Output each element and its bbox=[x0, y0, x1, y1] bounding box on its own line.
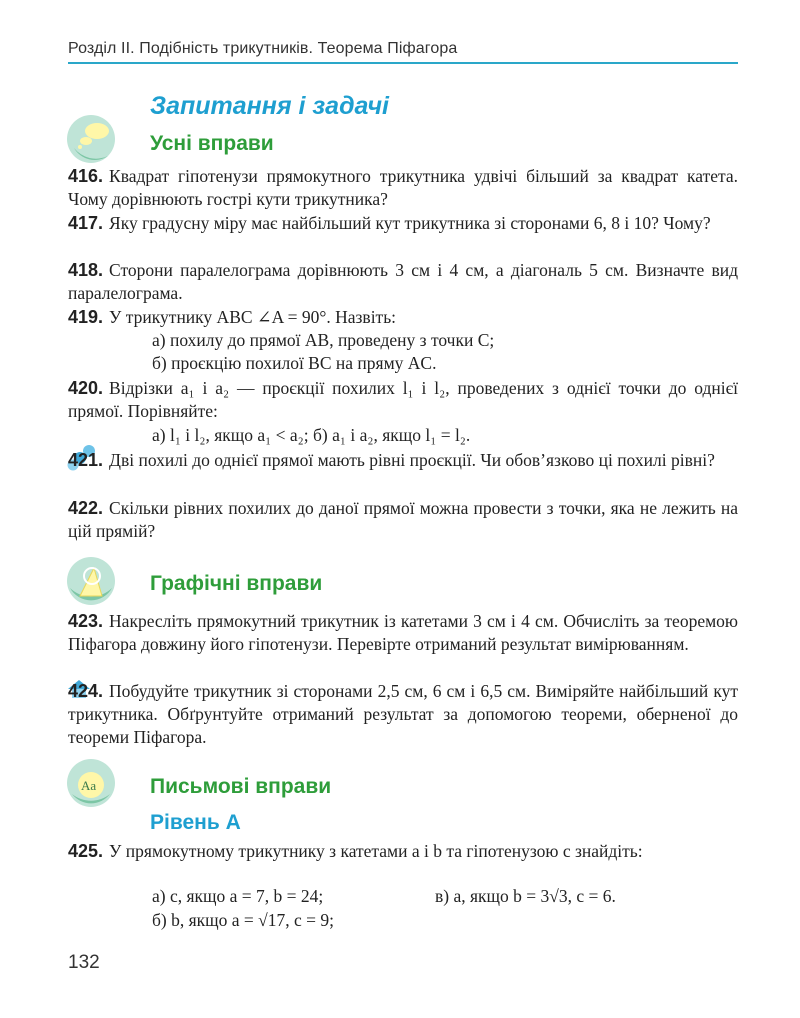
problem-number: 421. bbox=[68, 450, 104, 470]
problem-422 bbox=[68, 497, 738, 543]
problem-416 bbox=[68, 165, 738, 211]
problem-419 bbox=[68, 306, 738, 329]
problem-417 bbox=[68, 212, 738, 235]
problem-number: 418. bbox=[68, 260, 104, 280]
problem-425-part-b: б) b, якщо a = √17, c = 9; bbox=[152, 910, 334, 930]
page-number: 132 bbox=[68, 952, 100, 973]
problem-424 bbox=[68, 680, 738, 749]
problem-text: Яку градусну міру має найбільший кут трикутника зі сторонами 6, 8 і 10? Чому? bbox=[109, 213, 711, 233]
drawing-triangle-icon bbox=[66, 556, 116, 606]
problem-number: 423. bbox=[68, 611, 104, 631]
problem-425 bbox=[68, 840, 738, 863]
problem-text: У трикутнику ABC ∠A = 90°. Назвіть: bbox=[109, 307, 397, 327]
problem-number: 425. bbox=[68, 841, 104, 861]
problem-text: Відрізки a₁ і a₂ — проєкції похилих l₁ і l₂, проведених з однієї точки до однієї прямої. Порівняйте: bbox=[68, 378, 738, 421]
problem-number: 420. bbox=[68, 378, 104, 398]
oral-exercises-heading: Усні вправи bbox=[150, 132, 274, 155]
problem-number: 416. bbox=[68, 166, 104, 186]
graphic-exercises-heading: Графічні вправи bbox=[150, 572, 323, 595]
problem-text: Квадрат гіпотенузи прямокутного трикутника удвічі більший за квадрат катета. Чому дорівнюють гострі кути трикутника? bbox=[68, 166, 738, 209]
problem-text: Сторони паралелограма дорівнюють 3 см і 4 см, а діагональ 5 см. Визначте вид паралелограма. bbox=[68, 260, 738, 303]
problem-text: Побудуйте трикутник зі сторонами 2,5 см, 6 см і 6,5 см. Виміряйте найбільший кут трикутника. Обґрунтуйте отриманий результат за допомогою теореми, оберненої до теореми Піфагора. bbox=[68, 681, 738, 747]
problem-number: 417. bbox=[68, 213, 104, 233]
problem-418 bbox=[68, 259, 738, 305]
problem-425-part-a: а) c, якщо a = 7, b = 24; bbox=[152, 886, 324, 906]
problem-419-part-b: б) проєкцію похилої BC на пряму AC. bbox=[152, 353, 437, 373]
problem-text: Дві похилі до однієї прямої мають рівні проєкції. Чи обов’язково ці похилі рівні? bbox=[109, 450, 715, 470]
section-title: Запитання і задачі bbox=[150, 92, 389, 120]
level-a-heading: Рівень А bbox=[150, 811, 241, 834]
problem-text: Накресліть прямокутний трикутник із катетами 3 см і 4 см. Обчисліть за теоремою Піфагора довжину його гіпотенузи. Перевірте отриманий результат вимірюванням. bbox=[68, 611, 738, 654]
problem-number: 422. bbox=[68, 498, 104, 518]
problem-420-parts: а) l₁ і l₂, якщо a₁ < a₂; б) a₁ і a₂, якщо l₁ = l₂. bbox=[152, 425, 471, 445]
problem-text: Скільки рівних похилих до даної прямої можна провести з точки, яка не лежить на цій прямій? bbox=[68, 498, 738, 541]
problem-423 bbox=[68, 610, 738, 656]
problem-number: 424. bbox=[68, 681, 104, 701]
problem-419-part-a: а) похилу до прямої AB, проведену з точки C; bbox=[152, 330, 495, 350]
problem-420 bbox=[68, 377, 738, 423]
header-rule bbox=[68, 62, 738, 64]
speech-bubble-icon bbox=[66, 114, 116, 164]
written-exercises-heading: Письмові вправи bbox=[150, 775, 332, 798]
problem-text: У прямокутному трикутнику з катетами a і b та гіпотенузою c знайдіть: bbox=[109, 841, 643, 861]
svg-text:Aa: Aa bbox=[81, 778, 97, 793]
running-head: Розділ ІІ. Подібність трикутників. Теорема Піфагора bbox=[68, 40, 458, 57]
problem-421 bbox=[68, 449, 738, 472]
problem-425-part-v: в) a, якщо b = 3√3, c = 6. bbox=[435, 886, 616, 906]
problem-number: 419. bbox=[68, 307, 104, 327]
letters-icon bbox=[66, 758, 116, 808]
